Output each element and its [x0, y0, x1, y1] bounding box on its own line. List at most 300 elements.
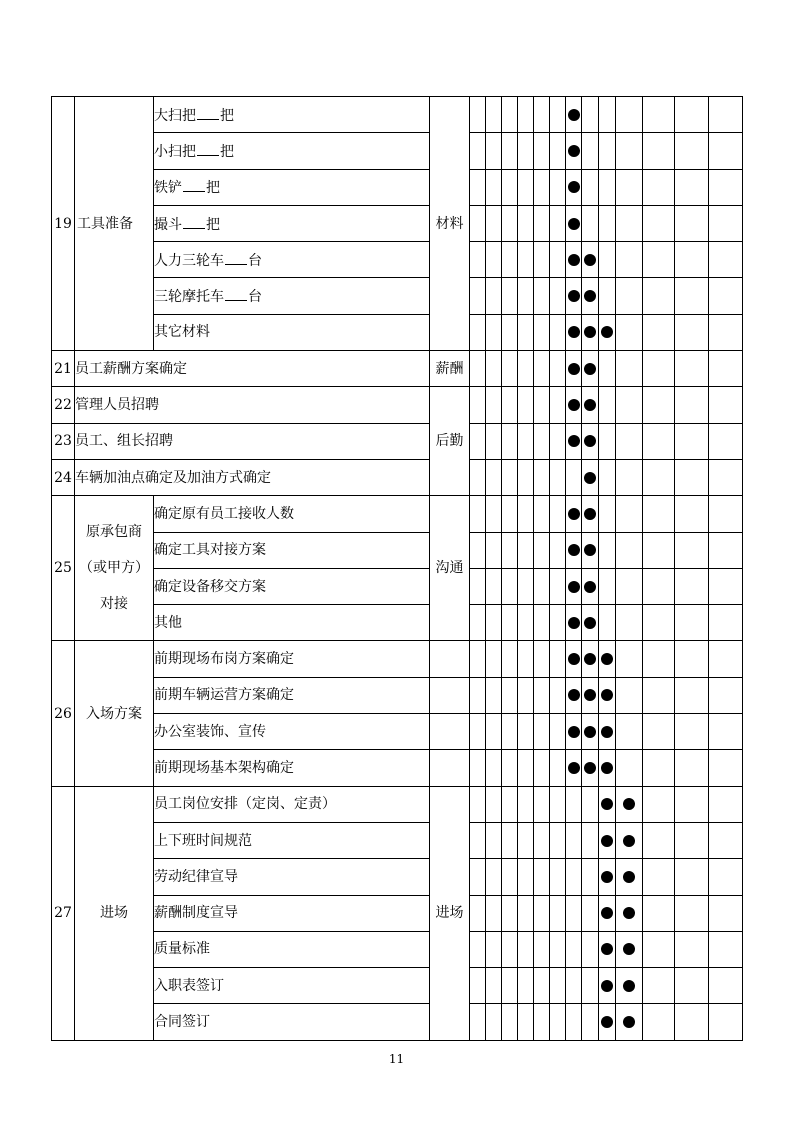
- schedule-cell: [534, 822, 550, 858]
- schedule-cell: [486, 1004, 502, 1040]
- schedule-cell: [550, 786, 566, 822]
- schedule-cell: [518, 822, 534, 858]
- schedule-cell: [566, 532, 582, 568]
- schedule-cell: [709, 133, 743, 169]
- schedule-cell: [550, 133, 566, 169]
- schedule-cell: [470, 496, 486, 532]
- schedule-cell: [486, 605, 502, 641]
- schedule-cell: [566, 496, 582, 532]
- schedule-cell: [566, 314, 582, 350]
- schedule-cell: [470, 278, 486, 314]
- schedule-cell: [566, 750, 582, 786]
- schedule-cell: [534, 568, 550, 604]
- schedule-cell: [616, 278, 643, 314]
- schedule-cell: [470, 931, 486, 967]
- schedule-cell: [566, 786, 582, 822]
- schedule-cell: [709, 242, 743, 278]
- schedule-cell: [643, 859, 675, 895]
- schedule-cell: [616, 1004, 643, 1040]
- schedule-cell: [470, 968, 486, 1004]
- schedule-cell: [470, 714, 486, 750]
- item-text: 前期现场基本架构确定: [154, 759, 294, 776]
- schedule-cell: [470, 605, 486, 641]
- schedule-cell: [470, 677, 486, 713]
- schedule-cell: [643, 641, 675, 677]
- schedule-cell: [616, 205, 643, 241]
- schedule-cell: [599, 931, 616, 967]
- fill-blank: [225, 286, 247, 301]
- mark-dot: [601, 762, 613, 774]
- item-text: 质量标准: [154, 941, 210, 958]
- schedule-cell: [534, 931, 550, 967]
- schedule-cell: [534, 1004, 550, 1040]
- row-number: [52, 97, 75, 351]
- schedule-cell: [502, 97, 518, 133]
- row-number: [52, 387, 75, 423]
- schedule-cell: [486, 859, 502, 895]
- row-number: [52, 351, 75, 387]
- schedule-cell: [675, 97, 709, 133]
- item-cell: [154, 750, 430, 786]
- table-row: [52, 859, 743, 895]
- schedule-cell: [582, 641, 599, 677]
- schedule-cell: [534, 169, 550, 205]
- category-cell: [430, 97, 470, 351]
- fill-blank: [197, 105, 219, 120]
- category-cell: [430, 786, 470, 1040]
- schedule-cell: [675, 387, 709, 423]
- schedule-cell: [502, 968, 518, 1004]
- item-text: 车辆加油点确定及加油方式确定: [75, 469, 271, 486]
- schedule-cell: [582, 532, 599, 568]
- schedule-cell: [486, 677, 502, 713]
- schedule-cell: [470, 242, 486, 278]
- schedule-cell: [643, 532, 675, 568]
- schedule-cell: [550, 568, 566, 604]
- schedule-cell: [709, 459, 743, 495]
- schedule-cell: [502, 169, 518, 205]
- schedule-cell: [582, 351, 599, 387]
- schedule-cell: [518, 278, 534, 314]
- schedule-cell: [643, 1004, 675, 1040]
- schedule-cell: [643, 423, 675, 459]
- schedule-cell: [616, 895, 643, 931]
- table-row: [52, 169, 743, 205]
- row-number-text: 21: [54, 360, 72, 377]
- mark-dot: [568, 326, 580, 338]
- schedule-cell: [675, 750, 709, 786]
- schedule-cell: [518, 677, 534, 713]
- schedule-cell: [582, 496, 599, 532]
- table-row: [52, 314, 743, 350]
- mark-dot: [568, 435, 580, 447]
- schedule-cell: [599, 314, 616, 350]
- schedule-cell: [599, 496, 616, 532]
- schedule-cell: [599, 97, 616, 133]
- schedule-cell: [486, 314, 502, 350]
- mark-dot: [568, 181, 580, 193]
- schedule-cell: [709, 568, 743, 604]
- schedule-cell: [599, 605, 616, 641]
- schedule-cell: [550, 750, 566, 786]
- row-number: [52, 641, 75, 786]
- schedule-cell: [502, 895, 518, 931]
- schedule-cell: [534, 641, 550, 677]
- schedule-cell: [582, 568, 599, 604]
- schedule-cell: [470, 423, 486, 459]
- schedule-cell: [675, 968, 709, 1004]
- schedule-cell: [675, 1004, 709, 1040]
- schedule-cell: [675, 423, 709, 459]
- schedule-cell: [616, 750, 643, 786]
- schedule-cell: [709, 423, 743, 459]
- table-row: [52, 786, 743, 822]
- schedule-cell: [675, 677, 709, 713]
- schedule-cell: [709, 205, 743, 241]
- category-cell: [430, 750, 470, 786]
- schedule-cell: [534, 314, 550, 350]
- schedule-cell: [502, 314, 518, 350]
- mark-dot: [568, 653, 580, 665]
- item-cell: [154, 532, 430, 568]
- mark-dot: [601, 798, 613, 810]
- schedule-cell: [470, 895, 486, 931]
- item-unit: 把: [220, 143, 234, 160]
- schedule-cell: [470, 387, 486, 423]
- mark-dot: [584, 617, 596, 629]
- schedule-cell: [616, 641, 643, 677]
- schedule-cell: [616, 496, 643, 532]
- mark-dot: [568, 109, 580, 121]
- group-label: [75, 641, 154, 786]
- schedule-cell: [470, 859, 486, 895]
- item-cell: [154, 97, 430, 133]
- schedule-cell: [599, 459, 616, 495]
- mark-dot: [568, 508, 580, 520]
- item-text: 管理人员招聘: [75, 397, 159, 414]
- schedule-cell: [643, 351, 675, 387]
- item-cell: [154, 641, 430, 677]
- schedule-cell: [582, 314, 599, 350]
- schedule-cell: [502, 459, 518, 495]
- schedule-cell: [550, 97, 566, 133]
- schedule-cell: [550, 496, 566, 532]
- item-cell: [154, 133, 430, 169]
- schedule-cell: [534, 459, 550, 495]
- schedule-cell: [566, 97, 582, 133]
- schedule-cell: [486, 133, 502, 169]
- schedule-cell: [582, 242, 599, 278]
- schedule-cell: [566, 677, 582, 713]
- schedule-cell: [643, 968, 675, 1004]
- schedule-cell: [550, 387, 566, 423]
- schedule-cell: [643, 714, 675, 750]
- fill-blank: [183, 214, 205, 229]
- schedule-cell: [502, 278, 518, 314]
- group-label-text: 工具准备: [77, 215, 133, 232]
- schedule-cell: [566, 242, 582, 278]
- schedule-cell: [550, 169, 566, 205]
- schedule-cell: [566, 1004, 582, 1040]
- schedule-cell: [486, 169, 502, 205]
- schedule-cell: [486, 532, 502, 568]
- schedule-cell: [599, 968, 616, 1004]
- row-number: [52, 423, 75, 459]
- schedule-cell: [675, 459, 709, 495]
- schedule-cell: [675, 786, 709, 822]
- schedule-cell: [709, 605, 743, 641]
- item-cell: [154, 496, 430, 532]
- schedule-cell: [566, 278, 582, 314]
- schedule-cell: [616, 931, 643, 967]
- schedule-cell: [643, 786, 675, 822]
- schedule-cell: [518, 133, 534, 169]
- schedule-cell: [566, 968, 582, 1004]
- schedule-cell: [582, 859, 599, 895]
- schedule-cell: [616, 459, 643, 495]
- schedule-cell: [582, 605, 599, 641]
- schedule-cell: [643, 931, 675, 967]
- schedule-cell: [518, 1004, 534, 1040]
- schedule-cell: [616, 351, 643, 387]
- mark-dot: [584, 581, 596, 593]
- mark-dot: [584, 508, 596, 520]
- schedule-cell: [566, 714, 582, 750]
- schedule-cell: [550, 822, 566, 858]
- item-text: 确定设备移交方案: [154, 578, 266, 595]
- category-cell: [430, 714, 470, 750]
- schedule-cell: [486, 568, 502, 604]
- schedule-cell: [550, 895, 566, 931]
- schedule-cell: [486, 750, 502, 786]
- schedule-cell: [518, 169, 534, 205]
- schedule-cell: [518, 496, 534, 532]
- schedule-cell: [709, 895, 743, 931]
- mark-dot: [584, 326, 596, 338]
- schedule-cell: [486, 97, 502, 133]
- schedule-cell: [486, 822, 502, 858]
- item-cell: [75, 351, 430, 387]
- schedule-cell: [675, 641, 709, 677]
- schedule-cell: [709, 496, 743, 532]
- schedule-cell: [582, 822, 599, 858]
- fill-blank: [197, 141, 219, 156]
- schedule-cell: [550, 242, 566, 278]
- schedule-cell: [616, 133, 643, 169]
- item-text: 薪酬制度宣导: [154, 905, 238, 922]
- schedule-cell: [599, 351, 616, 387]
- schedule-cell: [675, 859, 709, 895]
- schedule-cell: [566, 568, 582, 604]
- schedule-cell: [616, 532, 643, 568]
- table-row: [52, 532, 743, 568]
- group-label-line: （或甲方）: [79, 560, 149, 577]
- schedule-cell: [566, 387, 582, 423]
- schedule-cell: [502, 423, 518, 459]
- category-cell: [430, 351, 470, 387]
- schedule-cell: [709, 169, 743, 205]
- mark-dot: [601, 871, 613, 883]
- mark-dot: [568, 581, 580, 593]
- item-text: 人力三轮车: [154, 252, 224, 269]
- schedule-cell: [643, 496, 675, 532]
- table-row: [52, 278, 743, 314]
- row-number: [52, 786, 75, 1040]
- schedule-cell: [534, 714, 550, 750]
- mark-dot: [623, 980, 635, 992]
- schedule-cell: [486, 641, 502, 677]
- schedule-cell: [502, 387, 518, 423]
- schedule-cell: [616, 387, 643, 423]
- schedule-cell: [534, 242, 550, 278]
- schedule-cell: [550, 1004, 566, 1040]
- schedule-cell: [599, 822, 616, 858]
- item-cell: [154, 314, 430, 350]
- schedule-cell: [534, 968, 550, 1004]
- item-cell: [154, 605, 430, 641]
- schedule-cell: [599, 133, 616, 169]
- schedule-cell: [675, 496, 709, 532]
- schedule-cell: [709, 278, 743, 314]
- page-number: 11: [388, 1052, 405, 1066]
- table-row: [52, 568, 743, 604]
- schedule-cell: [470, 133, 486, 169]
- item-cell: [75, 423, 430, 459]
- schedule-cell: [502, 242, 518, 278]
- schedule-cell: [534, 423, 550, 459]
- schedule-cell: [643, 133, 675, 169]
- schedule-cell: [675, 314, 709, 350]
- category-cell: [430, 496, 470, 641]
- row-number-text: 26: [54, 705, 72, 722]
- schedule-cell: [566, 605, 582, 641]
- schedule-cell: [599, 387, 616, 423]
- schedule-cell: [616, 242, 643, 278]
- item-cell: [75, 387, 430, 423]
- schedule-cell: [582, 133, 599, 169]
- schedule-cell: [534, 605, 550, 641]
- item-cell: [154, 205, 430, 241]
- table-row: [52, 605, 743, 641]
- schedule-cell: [566, 895, 582, 931]
- schedule-cell: [675, 351, 709, 387]
- schedule-cell: [518, 532, 534, 568]
- schedule-cell: [566, 931, 582, 967]
- schedule-cell: [518, 568, 534, 604]
- schedule-cell: [486, 931, 502, 967]
- schedule-cell: [470, 750, 486, 786]
- schedule-cell: [550, 532, 566, 568]
- schedule-cell: [566, 459, 582, 495]
- schedule-cell: [643, 605, 675, 641]
- schedule-cell: [470, 351, 486, 387]
- mark-dot: [601, 907, 613, 919]
- schedule-cell: [709, 859, 743, 895]
- schedule-cell: [470, 459, 486, 495]
- mark-dot: [623, 835, 635, 847]
- mark-dot: [584, 290, 596, 302]
- schedule-cell: [582, 1004, 599, 1040]
- schedule-cell: [675, 931, 709, 967]
- schedule-cell: [675, 169, 709, 205]
- schedule-cell: [616, 822, 643, 858]
- item-cell: [154, 278, 430, 314]
- schedule-cell: [518, 205, 534, 241]
- schedule-cell: [643, 205, 675, 241]
- schedule-cell: [518, 242, 534, 278]
- schedule-cell: [643, 242, 675, 278]
- schedule-cell: [709, 786, 743, 822]
- item-text: 其他: [154, 614, 182, 631]
- schedule-cell: [566, 423, 582, 459]
- schedule-table: [51, 96, 743, 1041]
- row-number-text: 19: [54, 215, 72, 232]
- schedule-cell: [616, 859, 643, 895]
- item-text: 前期现场布岗方案确定: [154, 651, 294, 668]
- schedule-cell: [616, 968, 643, 1004]
- schedule-cell: [675, 133, 709, 169]
- schedule-cell: [566, 351, 582, 387]
- mark-dot: [601, 653, 613, 665]
- schedule-cell: [502, 677, 518, 713]
- item-text: 大扫把: [154, 107, 196, 124]
- schedule-cell: [470, 786, 486, 822]
- schedule-cell: [709, 931, 743, 967]
- schedule-cell: [675, 532, 709, 568]
- mark-dot: [568, 218, 580, 230]
- schedule-cell: [518, 641, 534, 677]
- schedule-cell: [582, 968, 599, 1004]
- schedule-cell: [502, 133, 518, 169]
- table-row: [52, 133, 743, 169]
- item-unit: 台: [248, 252, 262, 269]
- schedule-cell: [534, 496, 550, 532]
- schedule-cell: [616, 714, 643, 750]
- schedule-cell: [518, 387, 534, 423]
- item-text: 办公室装饰、宣传: [154, 723, 266, 740]
- category-text: 后勤: [435, 433, 464, 450]
- table-row: [52, 750, 743, 786]
- item-cell: [154, 859, 430, 895]
- schedule-cell: [582, 97, 599, 133]
- schedule-cell: [502, 931, 518, 967]
- schedule-cell: [643, 568, 675, 604]
- schedule-cell: [675, 714, 709, 750]
- schedule-cell: [518, 97, 534, 133]
- schedule-cell: [486, 278, 502, 314]
- schedule-cell: [599, 532, 616, 568]
- schedule-cell: [599, 750, 616, 786]
- schedule-cell: [470, 822, 486, 858]
- schedule-cell: [470, 532, 486, 568]
- schedule-cell: [566, 822, 582, 858]
- row-number-text: 24: [54, 469, 72, 486]
- schedule-cell: [534, 278, 550, 314]
- schedule-cell: [534, 750, 550, 786]
- schedule-cell: [502, 786, 518, 822]
- schedule-cell: [550, 459, 566, 495]
- category-text: 材料: [435, 215, 464, 232]
- schedule-cell: [550, 423, 566, 459]
- table-row: [52, 242, 743, 278]
- schedule-cell: [550, 714, 566, 750]
- category-text: 薪酬: [435, 360, 464, 377]
- item-text: 三轮摩托车: [154, 289, 224, 306]
- schedule-cell: [550, 641, 566, 677]
- schedule-cell: [643, 314, 675, 350]
- schedule-cell: [709, 532, 743, 568]
- schedule-cell: [534, 677, 550, 713]
